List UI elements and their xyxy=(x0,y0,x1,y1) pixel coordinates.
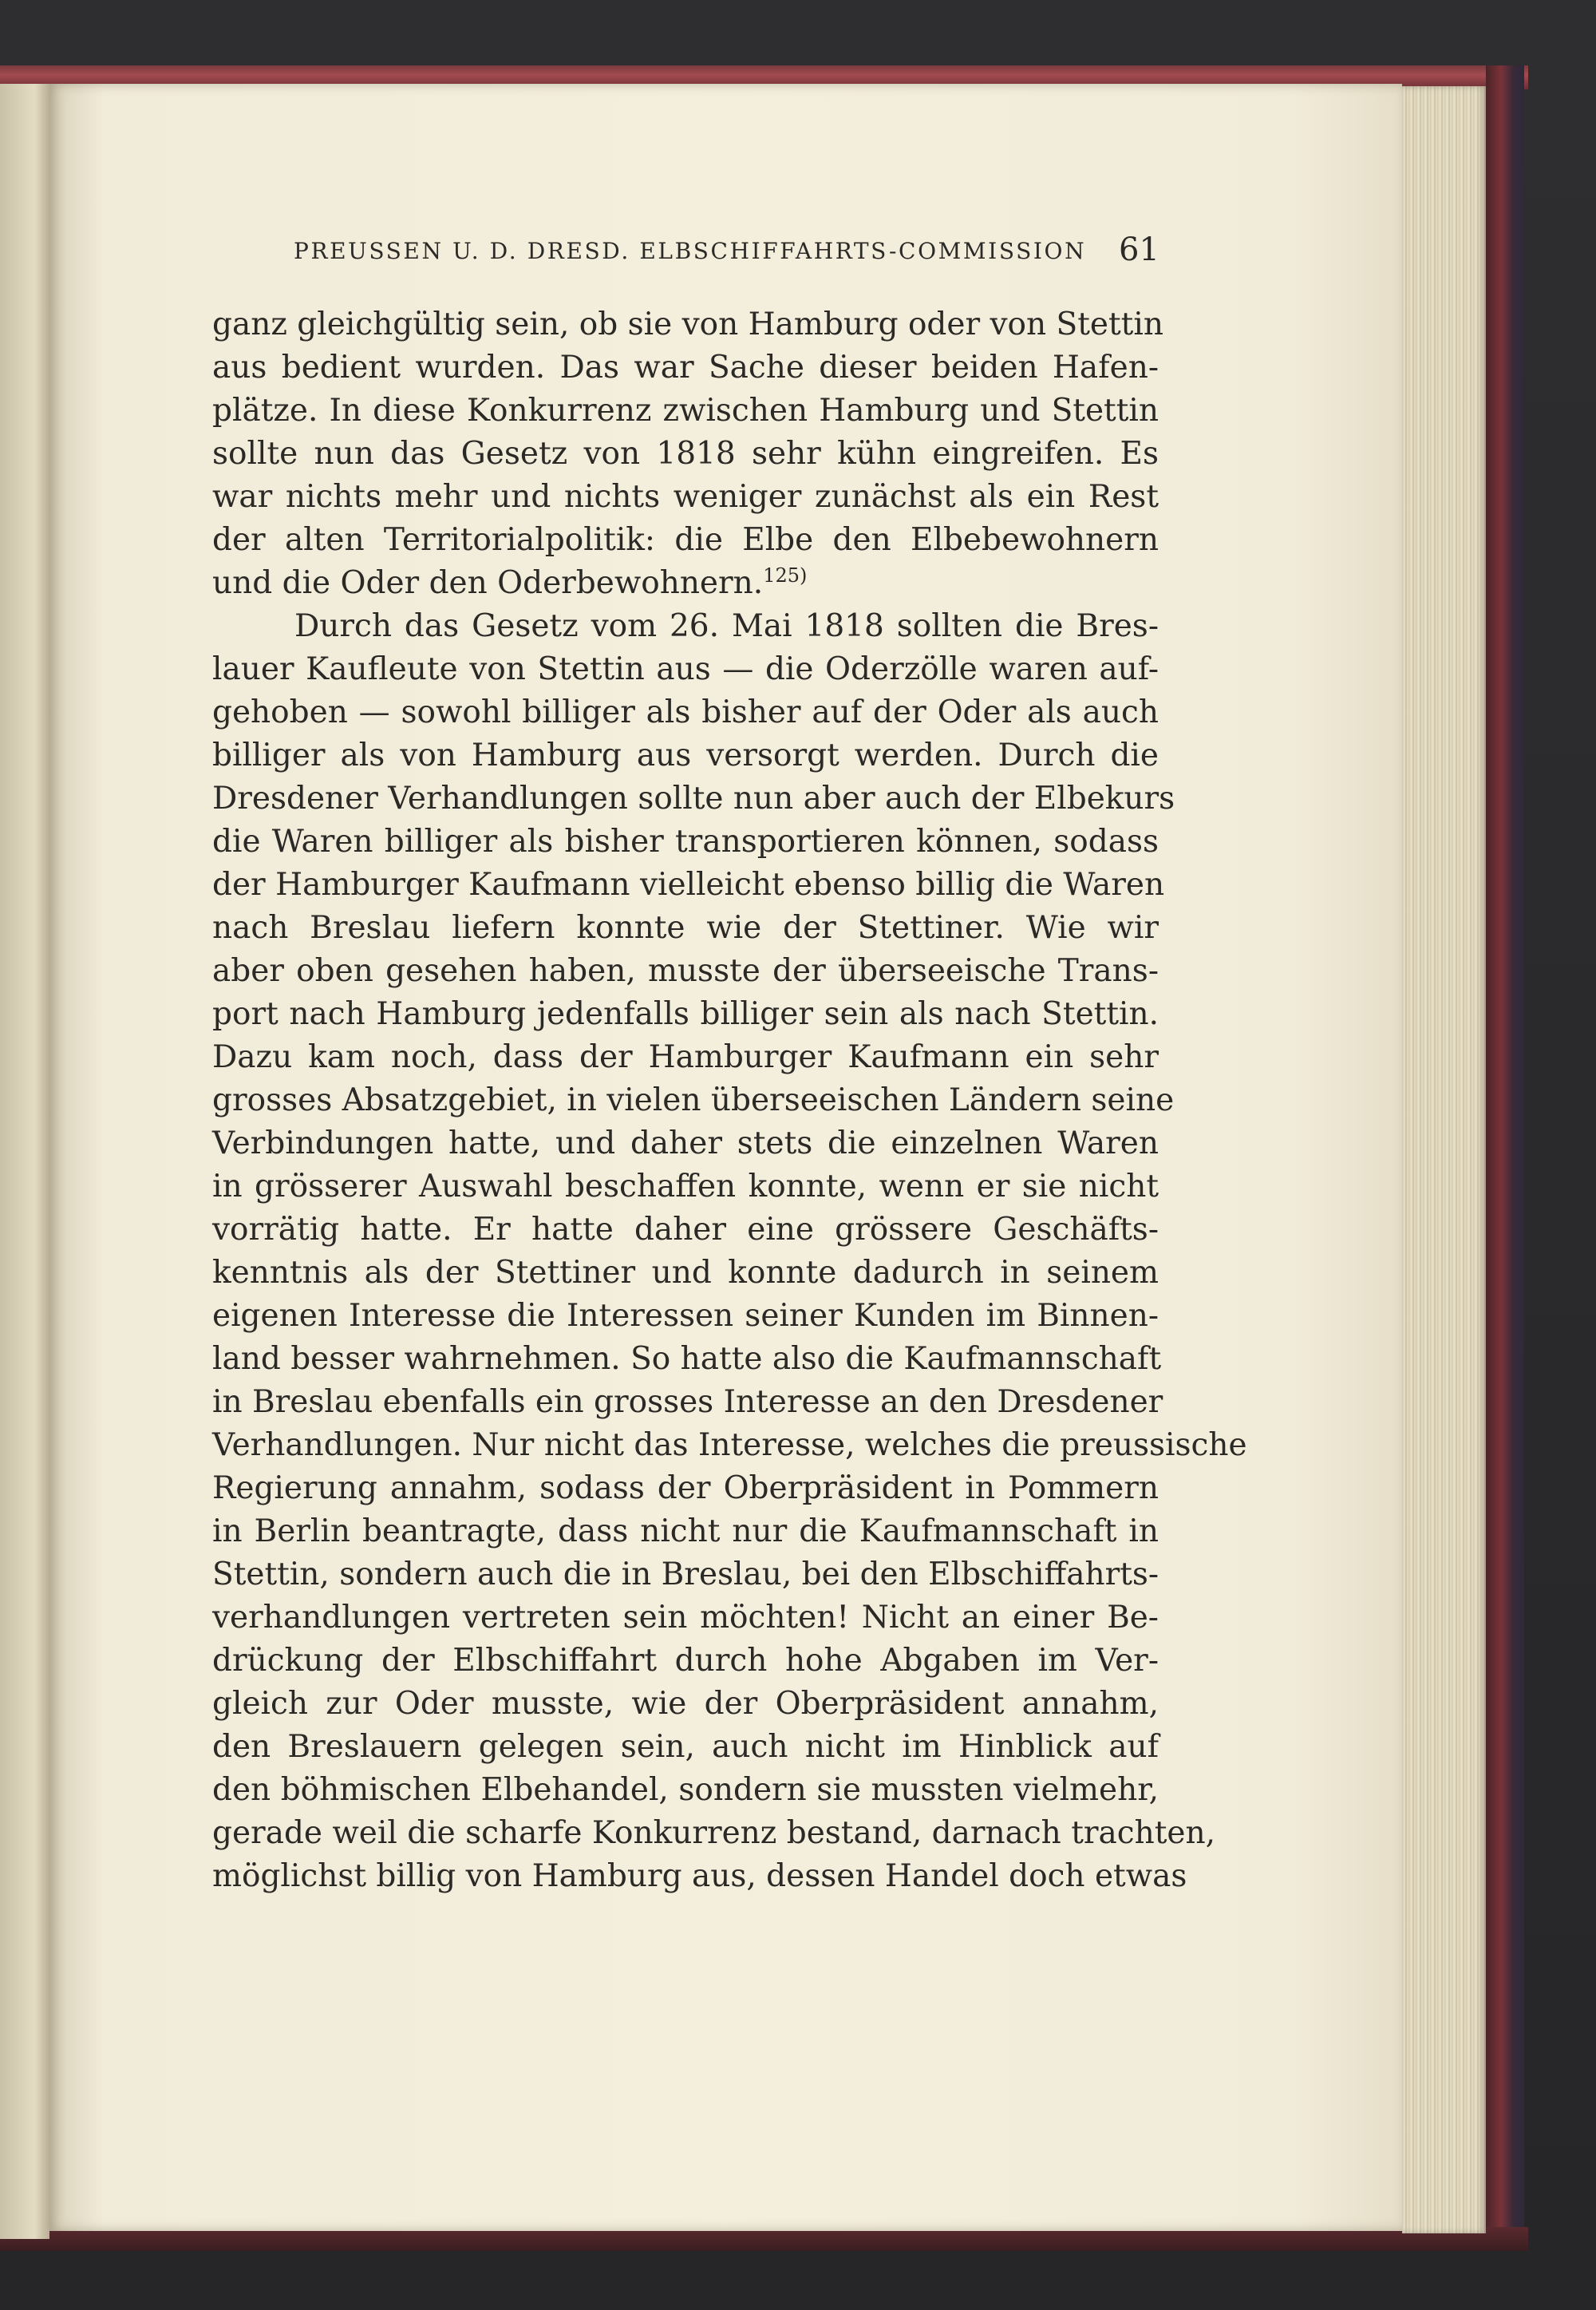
text-line: port nach Hamburg jedenfalls billiger sein als nach Stettin. xyxy=(212,996,1159,1032)
text-line: ganz gleichgültig sein, ob sie von Hamburg oder von Stettin xyxy=(212,307,1163,342)
text-line: Dresdener Verhandlungen sollte nun aber auch der Elbekurs xyxy=(212,781,1175,817)
text-line: eigenen Interesse die Interessen seiner Kunden im Binnen- xyxy=(212,1298,1159,1334)
text-line: gleich zur Oder musste, wie der Oberpräsident annahm, xyxy=(212,1686,1159,1722)
page-stack-edges xyxy=(1402,86,1486,2233)
text-line: Stettin, sondern auch die in Breslau, bei den Elbschiffahrts- xyxy=(212,1556,1159,1592)
book-cover-right-edge xyxy=(1486,65,1524,2245)
text-line: Verbindungen hatte, und daher stets die einzelnen Waren xyxy=(212,1125,1159,1161)
text-line: war nichts mehr und nichts weniger zunächst als ein Rest xyxy=(212,479,1159,515)
body-text xyxy=(212,303,1247,1898)
text-line: der Hamburger Kaufmann vielleicht ebenso billig die Waren xyxy=(212,867,1165,903)
page-number: 61 xyxy=(1119,231,1159,268)
text-line: den Breslauern gelegen sein, auch nicht im Hinblick auf xyxy=(212,1729,1159,1765)
text-line: billiger als von Hamburg aus versorgt werden. Durch die xyxy=(212,738,1159,773)
footnote-reference: 125) xyxy=(763,564,808,587)
text-line: verhandlungen vertreten sein möchten! Nicht an einer Be- xyxy=(212,1600,1159,1636)
text-line: aber oben gesehen haben, musste der überseeische Trans- xyxy=(212,953,1159,989)
text-line: lauer Kaufleute von Stettin aus — die Oderzölle waren auf- xyxy=(212,651,1159,687)
text-line: plätze. In diese Konkurrenz zwischen Hamburg und Stettin xyxy=(212,393,1159,429)
text-line: den böhmischen Elbehandel, sondern sie mussten vielmehr, xyxy=(212,1772,1159,1808)
text-line: vorrätig hatte. Er hatte daher eine grössere Geschäfts- xyxy=(212,1212,1159,1248)
text-line: gerade weil die scharfe Konkurrenz bestand, darnach trachten, xyxy=(212,1815,1215,1851)
running-head xyxy=(0,231,1596,279)
text-line: in Berlin beantragte, dass nicht nur die Kaufmannschaft in xyxy=(212,1513,1159,1549)
text-line: land besser wahrnehmen. So hatte also die Kaufmannschaft xyxy=(212,1341,1162,1377)
text-line: Regierung annahm, sodass der Oberpräsident in Pommern xyxy=(212,1470,1159,1506)
running-title: PREUSSEN U. D. DRESD. ELBSCHIFFAHRTS-COMMISSION xyxy=(294,238,1087,264)
text-line: gehoben — sowohl billiger als bisher auf der Oder als auch xyxy=(212,694,1159,730)
text-line: drückung der Elbschiffahrt durch hohe Abgaben im Ver- xyxy=(212,1643,1159,1679)
text-line: in grösserer Auswahl beschaffen konnte, wenn er sie nicht xyxy=(212,1169,1159,1204)
text-line: Dazu kam noch, dass der Hamburger Kaufmann ein sehr xyxy=(212,1039,1159,1075)
text-line-content: und die Oder den Oderbewohnern. xyxy=(212,565,764,601)
text-line: in Breslau ebenfalls ein grosses Interesse an den Dresdener xyxy=(212,1384,1163,1420)
text-line-paragraph-start: Durch das Gesetz vom 26. Mai 1818 sollten die Bres- xyxy=(294,608,1159,644)
text-line: Verhandlungen. Nur nicht das Interesse, welches die preussische xyxy=(212,1427,1247,1463)
text-line: kenntnis als der Stettiner und konnte dadurch in seinem xyxy=(212,1255,1159,1291)
text-line: sollte nun das Gesetz von 1818 sehr kühn eingreifen. Es xyxy=(212,436,1159,472)
text-line: der alten Territorialpolitik: die Elbe den Elbebewohnern xyxy=(212,522,1159,558)
text-line: möglichst billig von Hamburg aus, dessen Handel doch etwas xyxy=(212,1858,1187,1894)
text-line: aus bedient wurden. Das war Sache dieser beiden Hafen- xyxy=(212,350,1159,386)
text-line: die Waren billiger als bisher transportieren können, sodass xyxy=(212,824,1159,860)
facing-page-edge xyxy=(0,84,49,2239)
text-line: grosses Absatzgebiet, in vielen überseeischen Ländern seine xyxy=(212,1082,1175,1118)
text-line-paragraph-end xyxy=(212,562,1159,605)
text-line: nach Breslau liefern konnte wie der Stettiner. Wie wir xyxy=(212,910,1159,946)
